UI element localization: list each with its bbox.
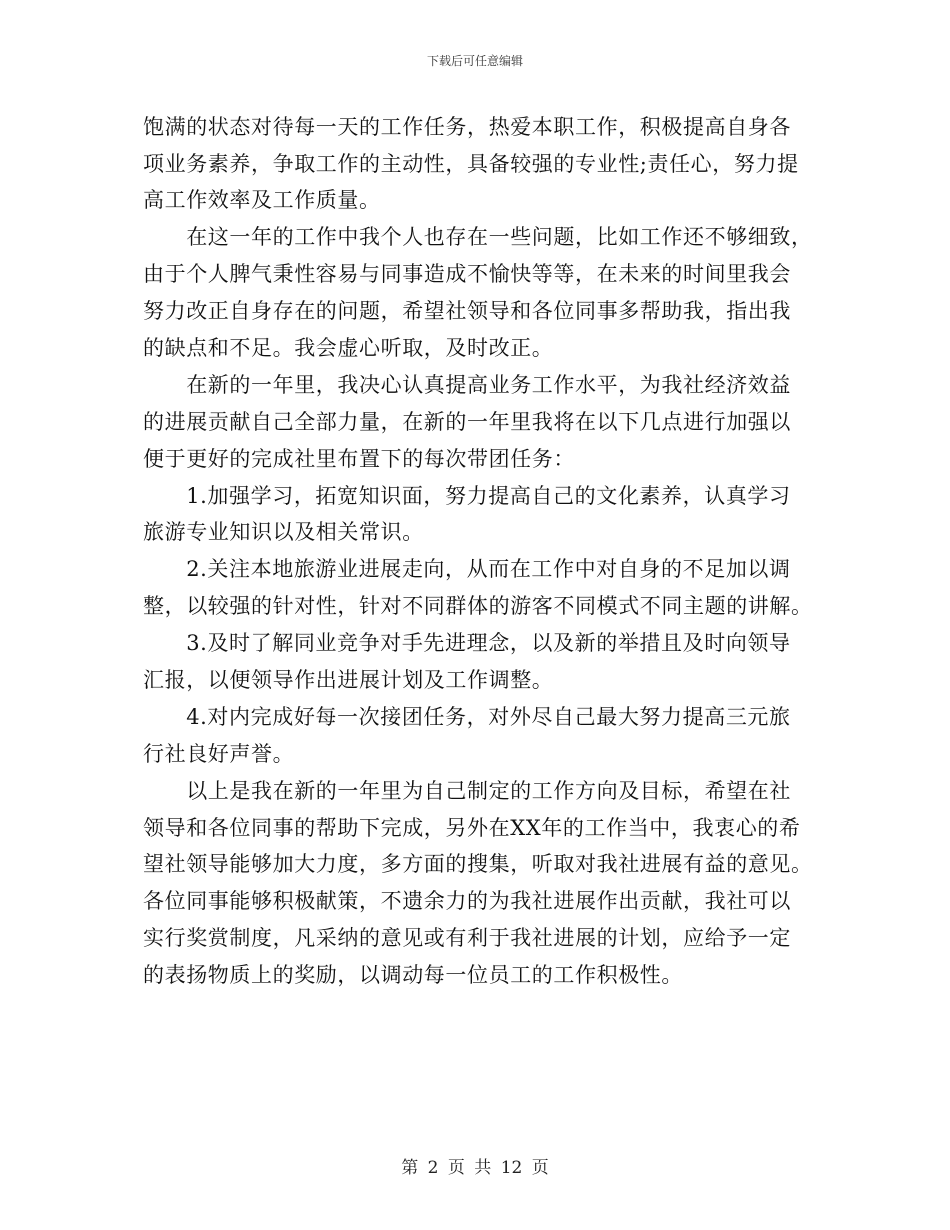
text-line: 项业务素养，争取工作的主动性，具备较强的专业性;责任心，努力提 bbox=[143, 152, 799, 176]
text-line: 便于更好的完成社里布置下的每次带团任务： bbox=[143, 447, 575, 471]
text-line: 在新的一年里，我决心认真提高业务工作水平，为我社经济效益 bbox=[143, 373, 791, 397]
text-line: 以上是我在新的一年里为自己制定的工作方向及目标，希望在社 bbox=[143, 779, 791, 803]
text-line: 的表扬物质上的奖励，以调动每一位员工的工作积极性。 bbox=[143, 963, 683, 987]
text-line: 的进展贡献自己全部力量，在新的一年里我将在以下几点进行加强以 bbox=[143, 410, 791, 434]
text-line: 2.关注本地旅游业进展走向，从而在工作中对自身的不足加以调 bbox=[143, 557, 791, 581]
text-line: 领导和各位同事的帮助下完成，另外在XX年的工作当中，我衷心的希 bbox=[143, 816, 801, 840]
text-line: 整，以较强的针对性，针对不同群体的游客不同模式不同主题的讲解。 bbox=[143, 594, 813, 618]
page-header: 下载后可任意编辑 bbox=[426, 54, 523, 68]
text-line: 望社领导能够加大力度，多方面的搜集，听取对我社进展有益的意见。 bbox=[143, 852, 813, 876]
text-line: 汇报，以便领导作出进展计划及工作调整。 bbox=[143, 668, 554, 692]
text-line: 1.加强学习，拓宽知识面，努力提高自己的文化素养，认真学习 bbox=[143, 484, 791, 508]
text-line: 努力改正自身存在的问题，希望社领导和各位同事多帮助我，指出我 bbox=[143, 299, 791, 323]
text-line: 饱满的状态对待每一天的工作任务，热爱本职工作，积极提高自身各 bbox=[143, 115, 791, 139]
text-line: 实行奖赏制度，凡采纳的意见或有利于我社进展的计划，应给予一定 bbox=[143, 926, 791, 950]
text-line: 4.对内完成好每一次接团任务，对外尽自己最大努力提高三元旅 bbox=[143, 705, 791, 729]
text-line: 行社良好声誉。 bbox=[143, 742, 295, 766]
text-line: 在这一年的工作中我个人也存在一些问题，比如工作还不够细致， bbox=[143, 225, 813, 249]
text-line: 由于个人脾气秉性容易与同事造成不愉快等等，在未来的时间里我会 bbox=[143, 262, 791, 286]
text-line: 高工作效率及工作质量。 bbox=[143, 188, 381, 212]
page-number-footer: 第 2 页 共 12 页 bbox=[401, 1158, 549, 1178]
text-line: 3.及时了解同业竞争对手先进理念，以及新的举措且及时向领导 bbox=[143, 631, 791, 655]
text-line: 各位同事能够积极献策，不遗余力的为我社进展作出贡献，我社可以 bbox=[143, 889, 791, 913]
text-line: 的缺点和不足。我会虚心听取，及时改正。 bbox=[143, 336, 554, 360]
text-line: 旅游专业知识以及相关常识。 bbox=[143, 520, 424, 544]
